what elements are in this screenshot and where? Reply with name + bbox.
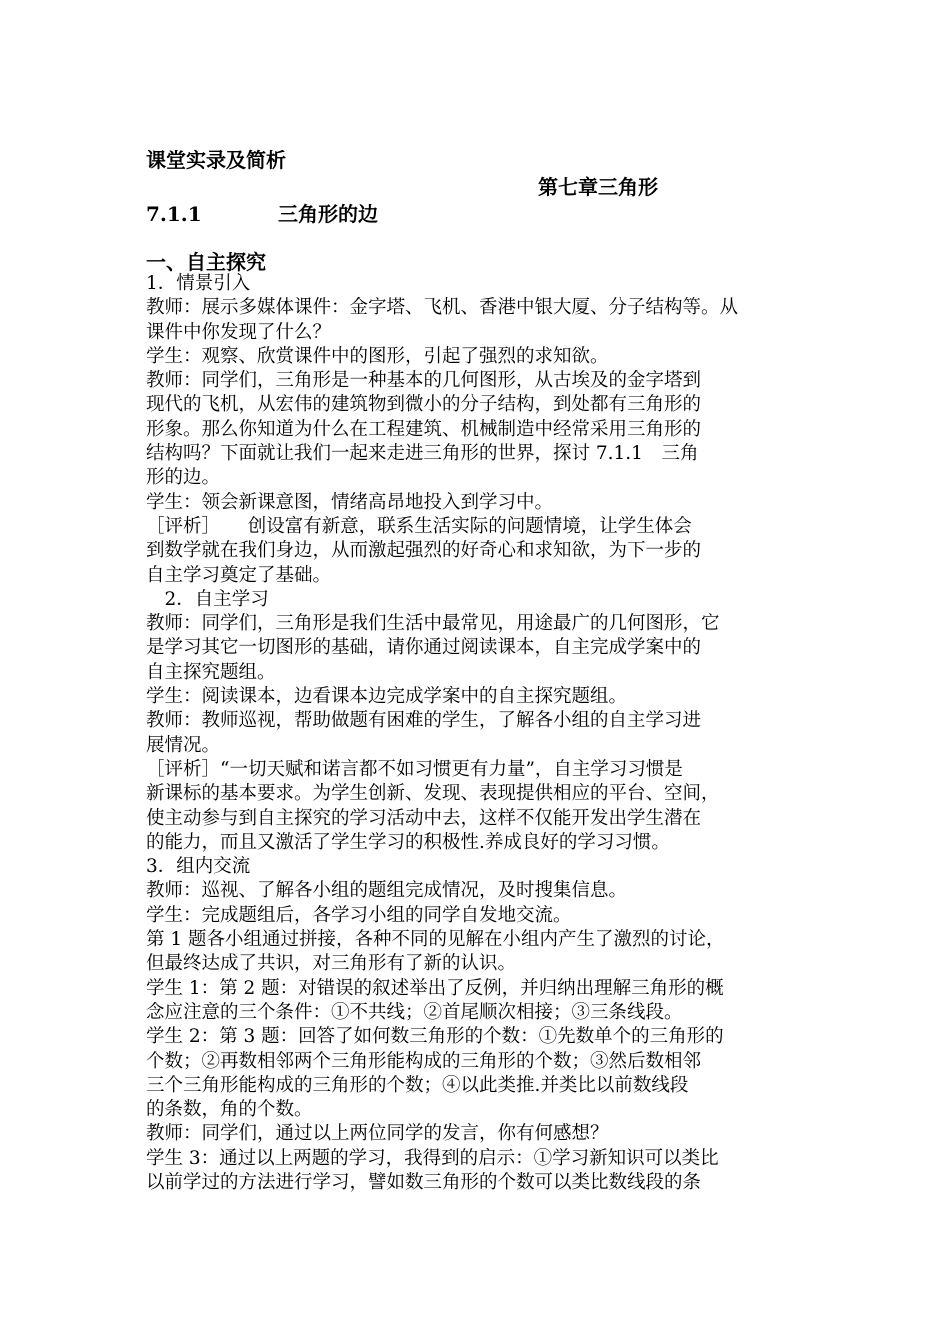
text-line: 教师：展示多媒体课件：金字塔、飞机、香港中银大厦、分子结构等。从 [146,297,739,319]
text-line: 的条数，角的个数。 [146,1099,313,1121]
body-text [146,272,816,1195]
text-line: ［评析］“一切天赋和诺言都不如习惯更有力量”，自主学习习惯是 [146,758,683,780]
text-line: 自主学习奠定了基础。 [146,564,332,586]
text-line: 是学习其它一切图形的基础，请你通过阅读课本，自主完成学案中的 [146,637,702,659]
chapter-title: 第七章三角形 [538,175,658,199]
text-line: 现代的飞机，从宏伟的建筑物到微小的分子结构，到处都有三角形的 [146,394,702,416]
text-line: 学生 2：第 3 题：回答了如何数三角形的个数：①先数单个的三角形的 [146,1026,724,1048]
text-line: 学生：完成题组后，各学习小组的同学自发地交流。 [146,904,572,926]
text-line: 形象。那么你知道为什么在工程建筑、机械制造中经常采用三角形的 [146,418,702,440]
text-line: 学生 3：通过以上两题的学习，我得到的启示：①学习新知识可以类比 [146,1147,719,1169]
text-line: 自主探究题组。 [146,661,276,683]
text-line: 到数学就在我们身边，从而激起强烈的好奇心和求知欲，为下一步的 [146,540,702,562]
text-line: 2．自主学习 [146,588,269,610]
text-line: 学生：观察、欣赏课件中的图形，引起了强烈的求知欲。 [146,345,609,367]
part-heading: 一、自主探究 [146,250,266,274]
section-title-text: 三角形的边 [278,202,378,226]
text-line: 课件中你发现了什么？ [146,321,332,343]
text-line: 学生 1：第 2 题：对错误的叙述举出了反例，并归纳出理解三角形的概 [146,977,724,999]
text-line: 3．组内交流 [146,856,251,878]
text-line: ［评析］ 创设富有新意，联系生活实际的问题情境，让学生体会 [146,515,692,537]
text-line: 以前学过的方法进行学习，譬如数三角形的个数可以类比数线段的条 [146,1171,702,1193]
text-line: 教师：同学们，通过以上两位同学的发言，你有何感想？ [146,1123,609,1145]
text-line: 的能力，而且又激活了学生学习的积极性.养成良好的学习习惯。 [146,831,670,853]
document-title: 课堂实录及简析 [146,148,286,172]
section-heading [146,201,378,227]
text-line: 结构吗？下面就让我们一起来走进三角形的世界，探讨 7.1.1 三角 [146,443,699,465]
text-line: 第 1 题各小组通过拼接，各种不同的见解在小组内产生了激烈的讨论， [146,929,725,951]
text-line: 教师：巡视、了解各小组的题组完成情况，及时搜集信息。 [146,880,628,902]
text-line: 学生：阅读课本，边看课本边完成学案中的自主探究题组。 [146,686,628,708]
text-line: 教师：同学们，三角形是一种基本的几何图形，从古埃及的金字塔到 [146,370,702,392]
section-number: 7.1.1 [146,202,202,226]
text-line: 使主动参与到自主探究的学习活动中去，这样不仅能开发出学生潜在 [146,807,702,829]
text-line: 教师：同学们，三角形是我们生活中最常见，用途最广的几何图形，它 [146,613,720,635]
text-line: 三个三角形能构成的三角形的个数；④以此类推.并类比以前数线段 [146,1074,689,1096]
text-line: 形的边。 [146,467,221,489]
text-line: 展情况。 [146,734,221,756]
text-line: 但最终达成了共识，对三角形有了新的认识。 [146,953,517,975]
text-line: 学生：领会新课意图，情绪高昂地投入到学习中。 [146,491,554,513]
text-line: 1．情景引入 [146,273,251,294]
text-line: 教师：教师巡视，帮助做题有困难的学生，了解各小组的自主学习进 [146,710,702,732]
text-line: 新课标的基本要求。为学生创新、发现、表现提供相应的平台、空间， [146,783,720,805]
text-line: 念应注意的三个条件：①不共线；②首尾顺次相接；③三条线段。 [146,1001,683,1023]
text-line: 个数；②再数相邻两个三角形能构成的三角形的个数；③然后数相邻 [146,1050,702,1072]
